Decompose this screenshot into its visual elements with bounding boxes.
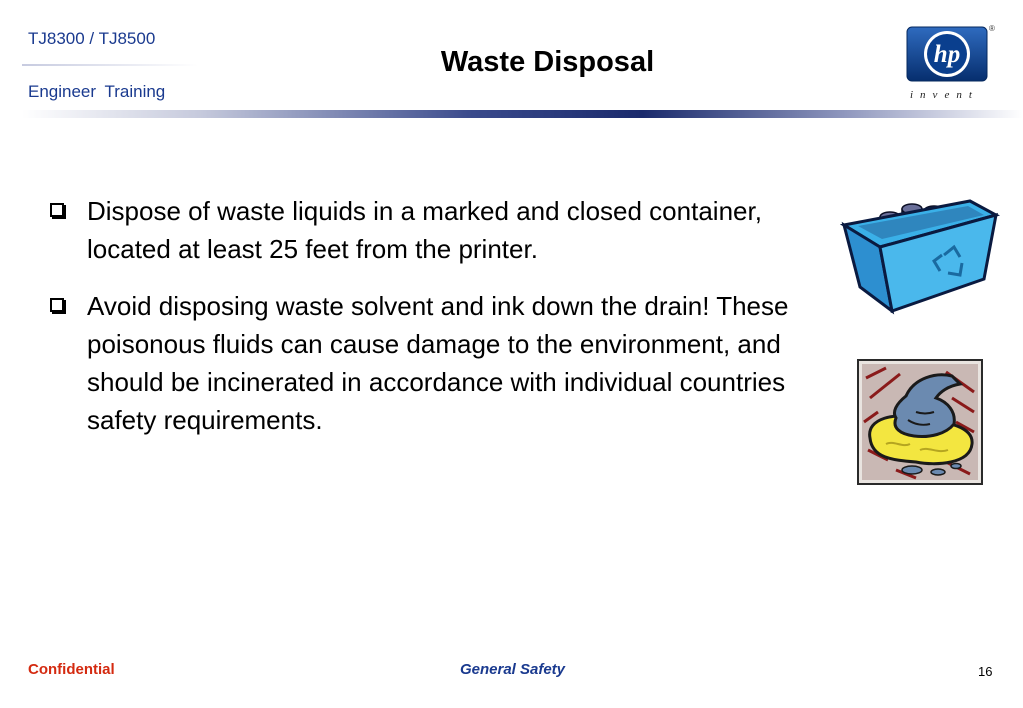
hp-logo-icon	[906, 26, 988, 82]
hand-cleaning-icon	[856, 358, 984, 486]
recycle-bin-icon	[840, 195, 1000, 315]
registered-mark-icon: ®	[989, 24, 995, 33]
title-divider-band	[22, 110, 1023, 118]
bullet-item	[48, 192, 793, 268]
bullet-text: Avoid disposing waste solvent and ink down the drain! These poisonous fluids can cause damage to the environment, and should be incinerated in accordance with individual countries safety requirements.	[87, 291, 789, 435]
header-subtitle: Engineer Training	[28, 82, 166, 101]
page-title: Waste Disposal	[440, 46, 655, 78]
checkbox-bullet-icon	[50, 298, 64, 312]
hp-tagline: invent	[910, 89, 979, 101]
bullet-text: Dispose of waste liquids in a marked and closed container, located at least 25 feet from the printer.	[87, 196, 762, 264]
footer-confidential: Confidential	[28, 661, 115, 678]
bullet-item	[48, 287, 793, 439]
hp-logo-text: hp	[933, 41, 961, 68]
checkbox-bullet-icon	[50, 203, 64, 217]
page-number: 16	[978, 664, 993, 679]
footer-section-title: General Safety	[459, 661, 566, 678]
header-product: TJ8300 / TJ8500	[28, 29, 156, 48]
bullet-list	[48, 192, 793, 458]
